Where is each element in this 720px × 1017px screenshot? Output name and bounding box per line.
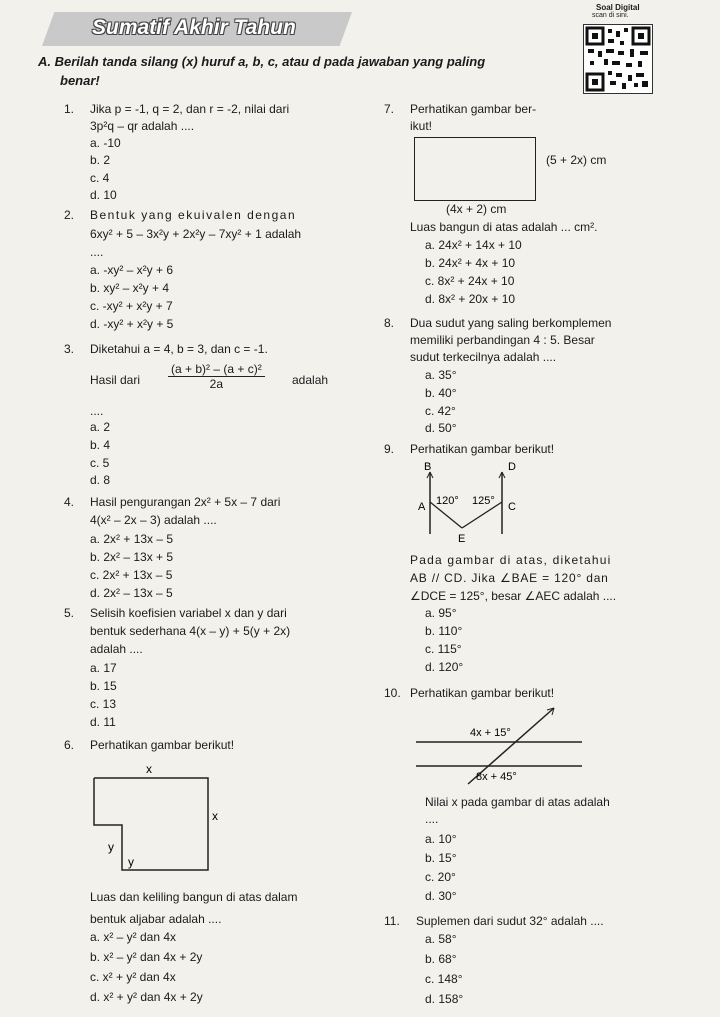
question-text: adalah — [292, 373, 329, 387]
rectangle-bottom-label: (4x + 2) cm — [446, 202, 507, 216]
option-d[interactable]: d. 8 — [90, 473, 111, 487]
option-d[interactable]: d. x² + y² dan 4x + 2y — [90, 990, 203, 1004]
option-a[interactable]: a. 58° — [425, 932, 457, 946]
question-text: Diketahui a = 4, b = 3, dan c = -1. — [90, 342, 268, 356]
option-c[interactable]: c. 13 — [90, 697, 117, 711]
option-a[interactable]: a. 24x² + 14x + 10 — [425, 238, 522, 252]
question-text: bentuk sederhana 4(x – y) + 5(y + 2x) — [90, 624, 291, 638]
question-number: 6. — [64, 738, 75, 752]
option-b[interactable]: b. 40° — [425, 386, 457, 400]
question-text: Pada gambar di atas, diketahui — [410, 553, 612, 567]
question-text: 4(x² – 2x – 3) adalah .... — [90, 513, 217, 527]
question-text: adalah .... — [90, 642, 143, 656]
question-text: Hasil dari — [90, 373, 141, 387]
option-c[interactable]: c. -xy² + x²y + 7 — [90, 299, 173, 313]
option-a[interactable]: a. -10 — [90, 136, 121, 150]
question-text: memiliki perbandingan 4 : 5. Besar — [410, 333, 595, 347]
transversal-figure — [412, 704, 592, 786]
question-text: Hasil pengurangan 2x² + 5x – 7 dari — [90, 495, 281, 509]
option-c[interactable]: c. 20° — [425, 870, 456, 884]
option-b[interactable]: b. 4 — [90, 438, 111, 452]
label-x-top: x — [146, 762, 152, 776]
question-number: 2. — [64, 208, 75, 222]
question-text: .... — [90, 404, 104, 418]
option-a[interactable]: a. x² – y² dan 4x — [90, 930, 177, 944]
angle-bottom-label: 8x + 45° — [476, 771, 517, 783]
question-text: ikut! — [410, 119, 433, 133]
question-number: 11. — [384, 914, 400, 928]
option-d[interactable]: d. 11 — [90, 715, 116, 729]
option-b[interactable]: b. 2x² – 13x + 5 — [90, 550, 174, 564]
instruction-line-1: A. Berilah tanda silang (x) huruf a, b, c, atau d pada jawaban yang paling — [38, 54, 486, 69]
option-c[interactable]: c. 2x² + 13x – 5 — [90, 568, 173, 582]
point-c: C — [508, 501, 516, 513]
option-d[interactable]: d. -xy² + x²y + 5 — [90, 317, 174, 331]
question-text: Suplemen dari sudut 32° adalah .... — [416, 914, 604, 928]
question-text: Nilai x pada gambar di atas adalah — [425, 795, 610, 809]
question-text: .... — [425, 812, 439, 826]
angle-top-label: 4x + 15° — [470, 727, 511, 739]
option-d[interactable]: d. 10 — [90, 188, 117, 202]
option-a[interactable]: a. 2x² + 13x – 5 — [90, 532, 174, 546]
question-text: Selisih koefisien variabel x dan y dari — [90, 606, 287, 620]
label-x-right: x — [212, 809, 218, 823]
question-text: Perhatikan gambar berikut! — [90, 738, 235, 752]
option-b[interactable]: b. 68° — [425, 952, 457, 966]
question-text: Dua sudut yang saling berkomplemen — [410, 316, 612, 330]
parallel-lines-figure — [410, 458, 550, 546]
option-b[interactable]: b. 2 — [90, 153, 111, 167]
question-text: 3p²q – qr adalah .... — [90, 119, 195, 133]
instruction-line-2: benar! — [60, 73, 100, 88]
option-c[interactable]: c. 4 — [90, 171, 110, 185]
question-text: Luas dan keliling bangun di atas dalam — [90, 890, 298, 904]
rectangle-side-label: (5 + 2x) cm — [546, 153, 607, 167]
question-number: 8. — [384, 316, 395, 330]
option-b[interactable]: b. xy² – x²y + 4 — [90, 281, 170, 295]
angle-dce: 125° — [472, 495, 495, 507]
question-text: Jika p = -1, q = 2, dan r = -2, nilai dari — [90, 102, 290, 116]
question-text: ∠DCE = 125°, besar ∠AEC adalah .... — [410, 589, 617, 603]
question-number: 1. — [64, 102, 75, 116]
question-number: 4. — [64, 495, 75, 509]
point-e: E — [458, 533, 466, 545]
option-a[interactable]: a. 35° — [425, 368, 457, 382]
option-d[interactable]: d. 2x² – 13x – 5 — [90, 586, 173, 600]
point-a: A — [418, 501, 426, 513]
qr-caption-sub: scan di sini. — [592, 12, 629, 19]
option-c[interactable]: c. 8x² + 24x + 10 — [425, 274, 515, 288]
question-text: bentuk aljabar adalah .... — [90, 912, 222, 926]
angle-bae: 120° — [436, 495, 459, 507]
label-y-inner: y — [128, 855, 134, 869]
option-c[interactable]: c. 42° — [425, 404, 456, 418]
question-text: .... — [90, 245, 104, 259]
question-text: 6xy² + 5 – 3x²y + 2x²y – 7xy² + 1 adalah — [90, 227, 302, 241]
option-d[interactable]: d. 50° — [425, 421, 457, 435]
question-text: AB // CD. Jika ∠BAE = 120° dan — [410, 571, 609, 585]
option-d[interactable]: d. 30° — [425, 889, 457, 903]
option-b[interactable]: b. 24x² + 4x + 10 — [425, 256, 516, 270]
point-b: B — [424, 461, 432, 473]
label-y-left: y — [108, 840, 114, 854]
question-number: 5. — [64, 606, 75, 620]
fraction — [168, 362, 265, 391]
question-text: Bentuk yang ekuivalen dengan — [90, 208, 297, 222]
fraction-denominator: 2a — [209, 377, 224, 391]
option-a[interactable]: a. 10° — [425, 832, 457, 846]
question-text: sudut terkecilnya adalah .... — [410, 350, 557, 364]
question-number: 10. — [384, 686, 401, 700]
option-d[interactable]: d. 8x² + 20x + 10 — [425, 292, 516, 306]
option-d[interactable]: d. 120° — [425, 660, 464, 674]
question-text: Perhatikan gambar berikut! — [410, 442, 555, 456]
page-title: Sumatif Akhir Tahun — [92, 16, 296, 39]
option-a[interactable]: a. 2 — [90, 420, 111, 434]
rectangle-figure — [414, 137, 536, 201]
qr-caption: Soal Digital — [596, 3, 640, 12]
option-b[interactable]: b. 15° — [425, 851, 457, 865]
option-a[interactable]: a. -xy² – x²y + 6 — [90, 263, 174, 277]
point-d: D — [508, 461, 516, 473]
option-c[interactable]: c. 148° — [425, 972, 463, 986]
composite-square-figure — [90, 760, 220, 885]
question-number: 7. — [384, 102, 395, 116]
option-a[interactable]: a. 95° — [425, 606, 457, 620]
option-b[interactable]: b. 15 — [90, 679, 117, 693]
qr-code-icon[interactable] — [583, 24, 653, 94]
option-b[interactable]: b. 110° — [425, 624, 463, 638]
option-c[interactable]: c. x² + y² dan 4x — [90, 970, 176, 984]
fraction-numerator: (a + b)² – (a + c)² — [168, 362, 265, 377]
option-d[interactable]: d. 158° — [425, 992, 464, 1006]
option-a[interactable]: a. 17 — [90, 661, 117, 675]
question-text: Perhatikan gambar berikut! — [410, 686, 555, 700]
question-text: Luas bangun di atas adalah ... cm². — [410, 220, 598, 234]
option-c[interactable]: c. 115° — [425, 642, 462, 656]
question-number: 9. — [384, 442, 395, 456]
question-text: Perhatikan gambar ber- — [410, 102, 537, 116]
option-c[interactable]: c. 5 — [90, 456, 110, 470]
question-number: 3. — [64, 342, 75, 356]
option-b[interactable]: b. x² – y² dan 4x + 2y — [90, 950, 203, 964]
